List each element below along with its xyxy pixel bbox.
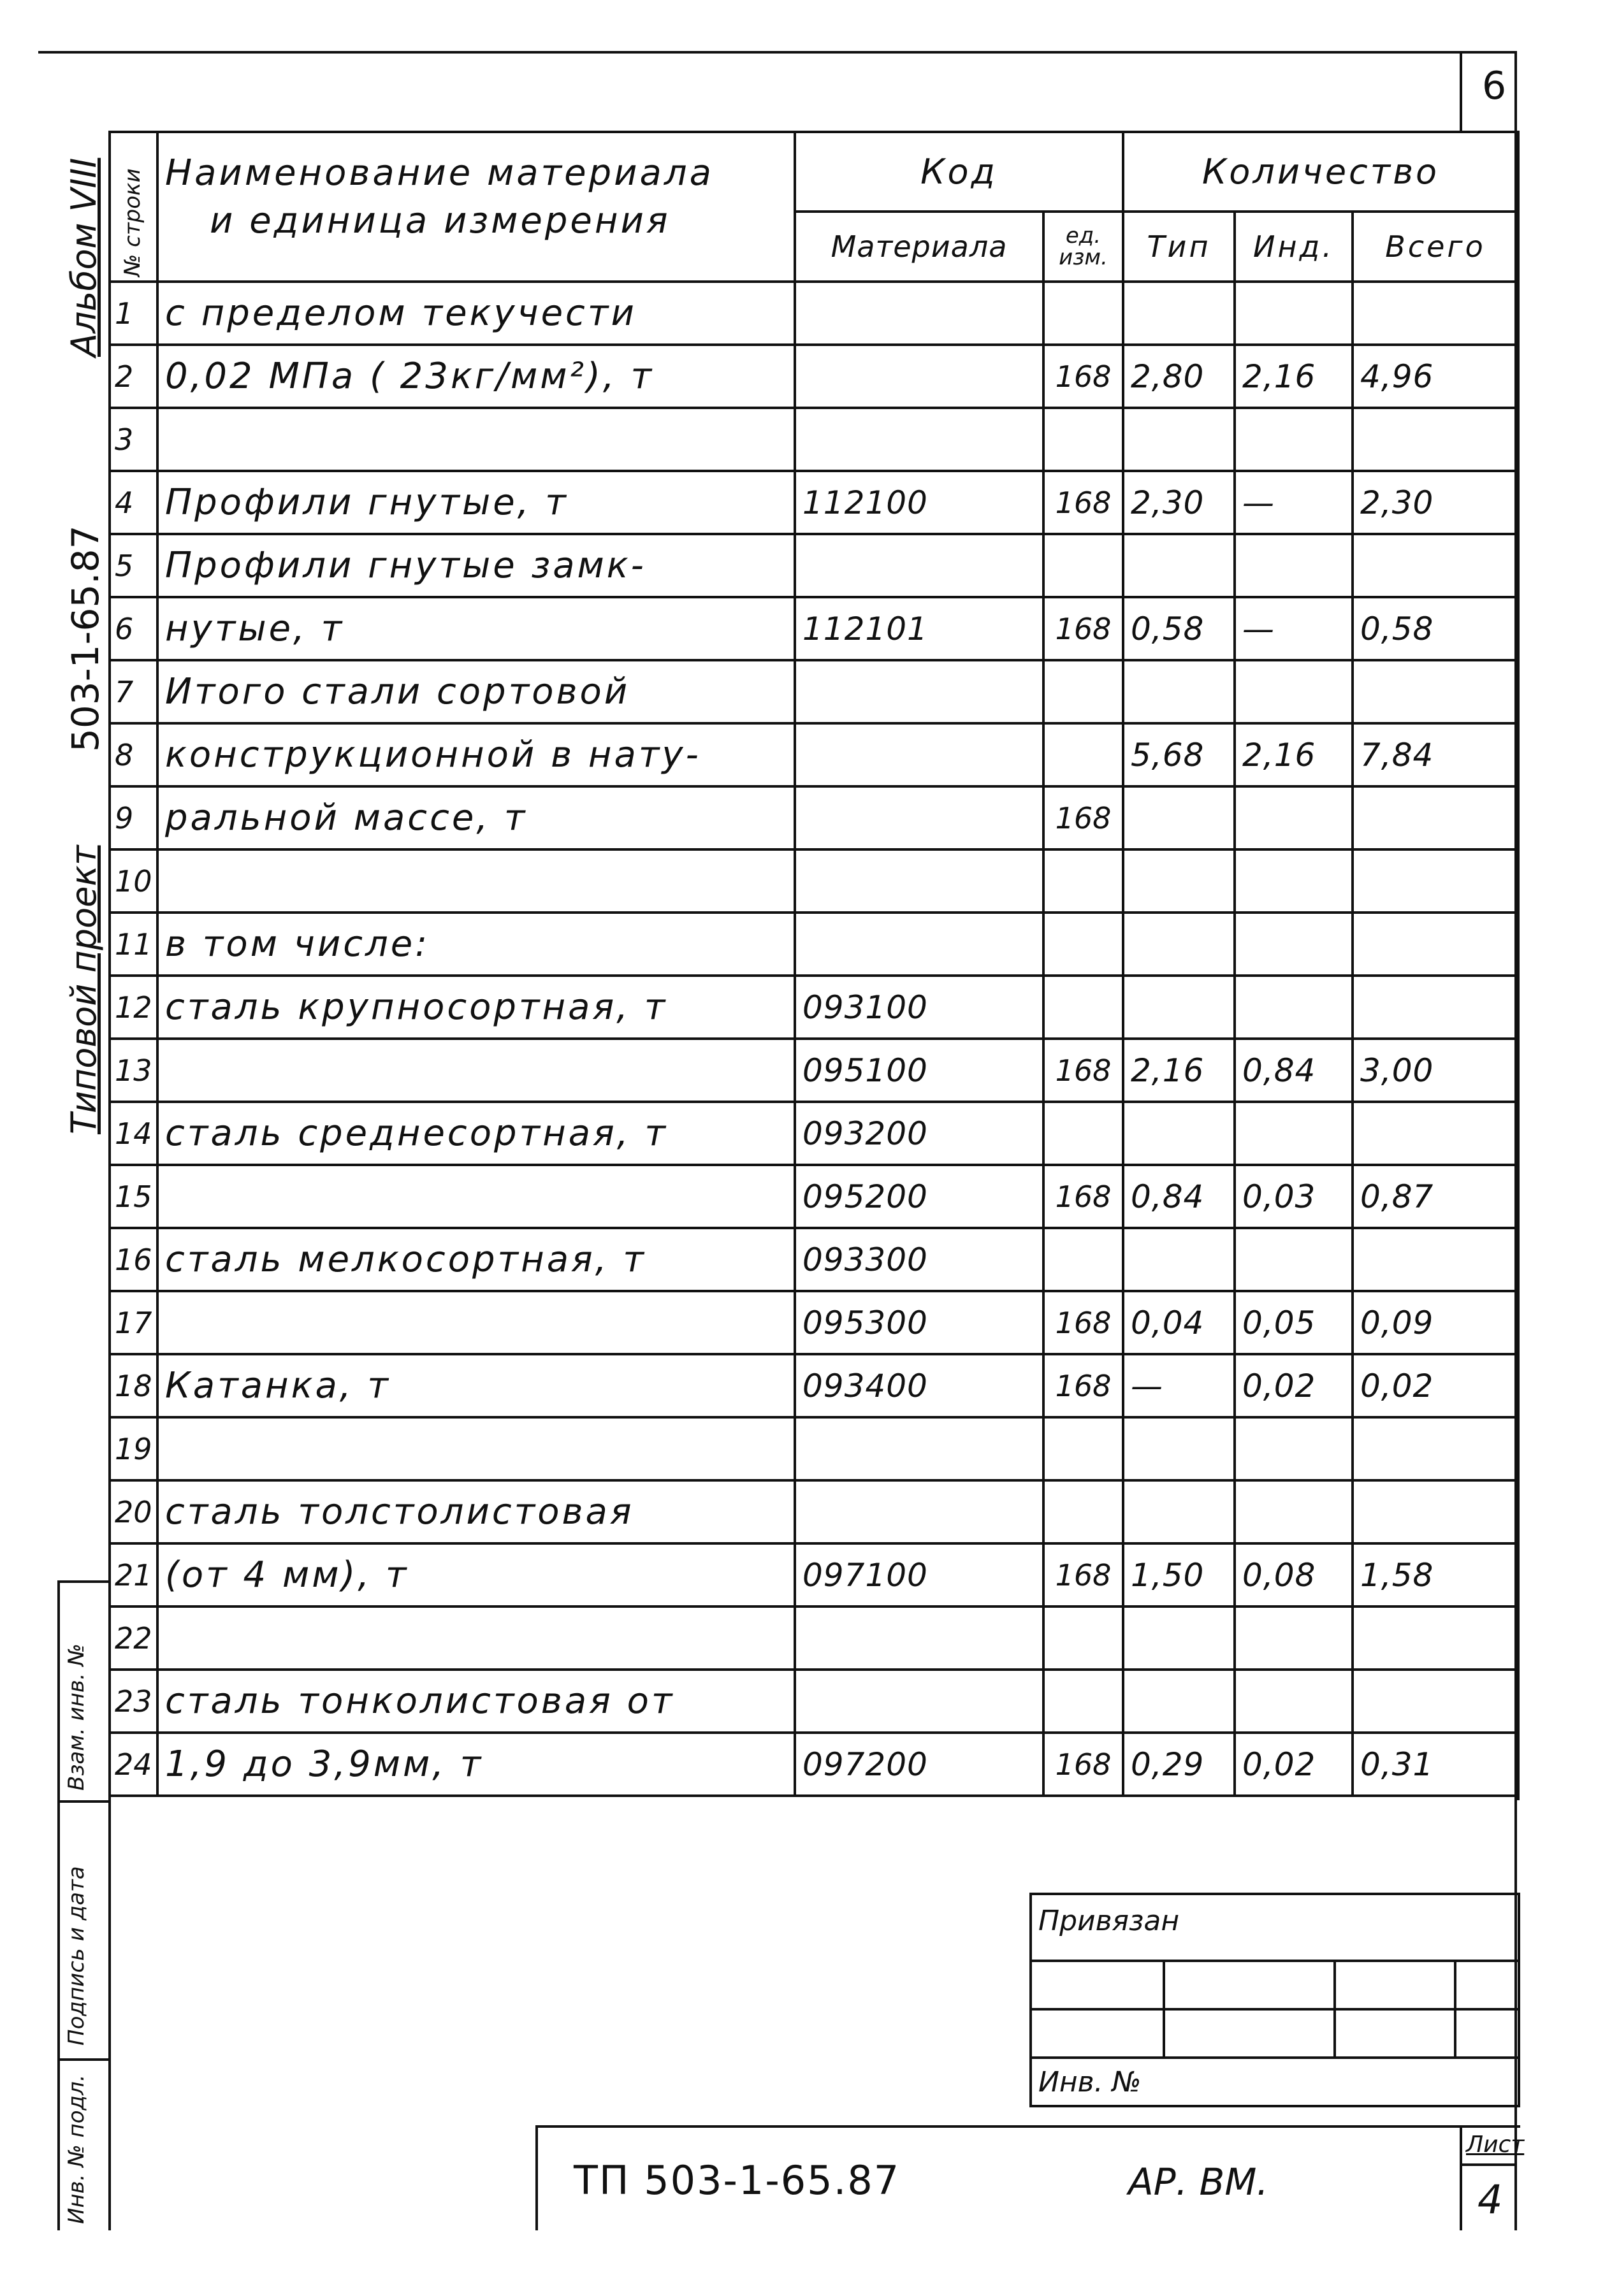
row-unit: 168 (1043, 1354, 1123, 1417)
table-row (110, 976, 1518, 1039)
row-unit (1043, 534, 1123, 597)
row-typ: 0,58 (1123, 597, 1235, 660)
row-unit: 168 (1043, 1165, 1123, 1228)
margin-inv-no-orig: Инв. № подл. (64, 2074, 89, 2224)
row-typ (1123, 1417, 1235, 1480)
row-typ (1123, 534, 1235, 597)
row-typ: 5,68 (1123, 723, 1235, 786)
row-ind: 0,02 (1235, 1733, 1353, 1796)
margin-block-outer (57, 1580, 60, 2230)
row-typ (1123, 1228, 1235, 1291)
row-typ (1123, 282, 1235, 345)
table-row (110, 660, 1518, 723)
album-label: Альбом VIII (64, 157, 104, 357)
row-total (1353, 976, 1518, 1039)
header-row-no (110, 132, 157, 282)
row-code (795, 660, 1043, 723)
row-unit: 168 (1043, 471, 1123, 534)
row-code (795, 849, 1043, 913)
row-unit: 168 (1043, 1039, 1123, 1102)
row-number: 15 (110, 1165, 157, 1228)
row-total: 3,00 (1353, 1039, 1518, 1102)
row-name (157, 1291, 795, 1354)
row-code (795, 1480, 1043, 1543)
row-number: 21 (110, 1543, 157, 1606)
row-unit: 168 (1043, 1733, 1123, 1796)
row-unit: 168 (1043, 786, 1123, 849)
row-ind (1235, 1606, 1353, 1670)
table-row (110, 1354, 1518, 1417)
row-name (157, 1039, 795, 1102)
margin-block-div1 (57, 1800, 111, 1803)
row-typ (1123, 786, 1235, 849)
row-ind (1235, 976, 1353, 1039)
row-typ: 1,50 (1123, 1543, 1235, 1606)
row-total: 0,02 (1353, 1354, 1518, 1417)
row-unit (1043, 408, 1123, 471)
row-code: 097100 (795, 1543, 1043, 1606)
sheet-box-mid (1460, 2163, 1517, 2166)
row-code: 095200 (795, 1165, 1043, 1228)
row-name: сталь тонколистовая от (157, 1670, 795, 1733)
row-unit: 168 (1043, 1543, 1123, 1606)
table-row (110, 408, 1518, 471)
row-unit: 168 (1043, 597, 1123, 660)
row-number: 1 (110, 282, 157, 345)
row-ind: 0,02 (1235, 1354, 1353, 1417)
row-ind (1235, 849, 1353, 913)
row-number: 9 (110, 786, 157, 849)
row-typ: 2,80 (1123, 345, 1235, 408)
row-total (1353, 660, 1518, 723)
row-name: нутые, т (157, 597, 795, 660)
doc-section: АР. ВМ. (1128, 2160, 1268, 2204)
table-row (110, 723, 1518, 786)
header-ind: Инд. (1235, 212, 1353, 282)
row-code: 093200 (795, 1102, 1043, 1165)
row-name (157, 849, 795, 913)
row-ind (1235, 660, 1353, 723)
row-ind: 2,16 (1235, 723, 1353, 786)
row-number: 17 (110, 1291, 157, 1354)
row-total (1353, 1480, 1518, 1543)
row-code (795, 1606, 1043, 1670)
row-unit: 168 (1043, 1291, 1123, 1354)
row-typ (1123, 1606, 1235, 1670)
row-total: 0,58 (1353, 597, 1518, 660)
margin-block-div2 (57, 2058, 111, 2061)
row-code (795, 408, 1043, 471)
page-number: 6 (1482, 64, 1507, 108)
row-number: 24 (110, 1733, 157, 1796)
row-unit (1043, 1102, 1123, 1165)
sheet-box-left (1460, 2125, 1462, 2230)
margin-sign-date: Подпись и дата (64, 1866, 89, 2046)
row-number: 2 (110, 345, 157, 408)
row-total (1353, 534, 1518, 597)
row-code (795, 282, 1043, 345)
row-total: 1,58 (1353, 1543, 1518, 1606)
page-number-box-left (1460, 51, 1462, 131)
doc-code: ТП 503-1-65.87 (574, 2157, 901, 2204)
header-quantity: Количество (1123, 132, 1518, 212)
row-number: 10 (110, 849, 157, 913)
row-total (1353, 1228, 1518, 1291)
table-row (110, 786, 1518, 849)
row-total: 7,84 (1353, 723, 1518, 786)
row-ind (1235, 913, 1353, 976)
table-row (110, 1733, 1518, 1796)
stamp-inv-no: Инв. № (1031, 2058, 1519, 2106)
header-unit: ед. изм. (1043, 212, 1123, 282)
row-code (795, 534, 1043, 597)
table-row (110, 1291, 1518, 1354)
row-typ (1123, 1480, 1235, 1543)
row-ind (1235, 408, 1353, 471)
header-material: Материала (795, 212, 1043, 282)
row-unit (1043, 1228, 1123, 1291)
row-typ (1123, 913, 1235, 976)
row-number: 18 (110, 1354, 157, 1417)
row-name (157, 1417, 795, 1480)
row-typ (1123, 660, 1235, 723)
row-typ (1123, 849, 1235, 913)
header-name (157, 132, 795, 282)
attached-stamp (1029, 1893, 1520, 2107)
table-row (110, 1102, 1518, 1165)
header-code: Код (795, 132, 1123, 212)
row-number: 14 (110, 1102, 157, 1165)
row-number: 6 (110, 597, 157, 660)
row-code (795, 786, 1043, 849)
row-number: 12 (110, 976, 157, 1039)
table-row (110, 1670, 1518, 1733)
row-total (1353, 1102, 1518, 1165)
row-ind: 0,05 (1235, 1291, 1353, 1354)
row-number: 16 (110, 1228, 157, 1291)
row-total (1353, 282, 1518, 345)
row-ind (1235, 534, 1353, 597)
row-name: сталь крупносортная, т (157, 976, 795, 1039)
row-typ: 0,84 (1123, 1165, 1235, 1228)
row-typ (1123, 408, 1235, 471)
row-number: 7 (110, 660, 157, 723)
margin-block-top (57, 1580, 111, 1583)
row-name: Катанка, т (157, 1354, 795, 1417)
table-row (110, 1165, 1518, 1228)
row-ind (1235, 282, 1353, 345)
top-border (38, 51, 1517, 54)
row-ind (1235, 1670, 1353, 1733)
row-typ: 2,16 (1123, 1039, 1235, 1102)
row-typ: 0,29 (1123, 1733, 1235, 1796)
row-code (795, 913, 1043, 976)
row-code: 095300 (795, 1291, 1043, 1354)
row-number: 4 (110, 471, 157, 534)
table-row (110, 1606, 1518, 1670)
row-unit: 168 (1043, 345, 1123, 408)
row-total: 0,31 (1353, 1733, 1518, 1796)
row-total (1353, 786, 1518, 849)
row-number: 11 (110, 913, 157, 976)
row-code (795, 723, 1043, 786)
table-row (110, 1543, 1518, 1606)
row-typ (1123, 1670, 1235, 1733)
margin-inv-no: Взам. инв. № (64, 1643, 89, 1791)
title-strip-top (535, 2125, 1520, 2128)
row-name (157, 1165, 795, 1228)
row-number: 19 (110, 1417, 157, 1480)
table-row (110, 849, 1518, 913)
row-total (1353, 849, 1518, 913)
row-typ (1123, 976, 1235, 1039)
header-name-line2: и единица измерения (210, 200, 671, 242)
sheet-label: Лист (1466, 2132, 1525, 2158)
row-name: сталь среднесортная, т (157, 1102, 795, 1165)
row-name: сталь толстолистовая (157, 1480, 795, 1543)
row-unit (1043, 1417, 1123, 1480)
sheet-number: 4 (1477, 2176, 1503, 2223)
row-typ: 0,04 (1123, 1291, 1235, 1354)
row-ind: 0,08 (1235, 1543, 1353, 1606)
row-ind (1235, 1102, 1353, 1165)
row-ind (1235, 1480, 1353, 1543)
row-total (1353, 1670, 1518, 1733)
row-ind (1235, 786, 1353, 849)
row-unit (1043, 1606, 1123, 1670)
row-ind (1235, 1417, 1353, 1480)
row-typ: — (1123, 1354, 1235, 1417)
row-ind: 0,84 (1235, 1039, 1353, 1102)
row-ind: — (1235, 471, 1353, 534)
header-row-no-text: № строки (120, 168, 145, 277)
row-typ: 2,30 (1123, 471, 1235, 534)
materials-table (108, 131, 1520, 1797)
table-row (110, 913, 1518, 976)
row-number: 13 (110, 1039, 157, 1102)
row-name: Профили гнутые, т (157, 471, 795, 534)
row-unit (1043, 1670, 1123, 1733)
row-name: ральной массе, т (157, 786, 795, 849)
row-code: 095100 (795, 1039, 1043, 1102)
row-unit (1043, 849, 1123, 913)
row-total (1353, 913, 1518, 976)
row-ind: — (1235, 597, 1353, 660)
project-label: Типовой проект (64, 845, 104, 1134)
row-ind: 0,03 (1235, 1165, 1353, 1228)
row-name: конструкционной в нату- (157, 723, 795, 786)
row-name: 0,02 МПа ( 23кг/мм²), т (157, 345, 795, 408)
row-total: 0,09 (1353, 1291, 1518, 1354)
row-typ (1123, 1102, 1235, 1165)
row-code: 112100 (795, 471, 1043, 534)
row-code (795, 345, 1043, 408)
header-name-line1: Наименование материала (165, 152, 714, 194)
row-name: 1,9 до 3,9мм, т (157, 1733, 795, 1796)
row-total: 0,87 (1353, 1165, 1518, 1228)
row-number: 8 (110, 723, 157, 786)
row-name (157, 1606, 795, 1670)
row-total (1353, 408, 1518, 471)
row-name: в том числе: (157, 913, 795, 976)
table-row (110, 1228, 1518, 1291)
row-name (157, 408, 795, 471)
row-name: (от 4 мм), т (157, 1543, 795, 1606)
row-unit (1043, 660, 1123, 723)
table-row (110, 345, 1518, 408)
table-row (110, 471, 1518, 534)
row-name: с пределом текучести (157, 282, 795, 345)
row-total (1353, 1417, 1518, 1480)
table-row (110, 1417, 1518, 1480)
header-typ: Тип (1123, 212, 1235, 282)
row-unit (1043, 976, 1123, 1039)
row-number: 3 (110, 408, 157, 471)
row-ind: 2,16 (1235, 345, 1353, 408)
row-code (795, 1417, 1043, 1480)
table-row (110, 597, 1518, 660)
header-total: Всего (1353, 212, 1518, 282)
table-row (110, 534, 1518, 597)
row-code: 093400 (795, 1354, 1043, 1417)
table-row (110, 1480, 1518, 1543)
row-unit (1043, 1480, 1123, 1543)
title-strip-left (535, 2125, 538, 2230)
row-name: сталь мелкосортная, т (157, 1228, 795, 1291)
row-unit (1043, 723, 1123, 786)
row-number: 20 (110, 1480, 157, 1543)
row-code: 112101 (795, 597, 1043, 660)
row-name: Итого стали сортовой (157, 660, 795, 723)
row-code: 093300 (795, 1228, 1043, 1291)
table-row (110, 282, 1518, 345)
project-code: 503-1-65.87 (64, 525, 107, 752)
row-unit (1043, 282, 1123, 345)
row-number: 5 (110, 534, 157, 597)
table-row (110, 1039, 1518, 1102)
row-code: 093100 (795, 976, 1043, 1039)
row-total (1353, 1606, 1518, 1670)
row-name: Профили гнутые замк- (157, 534, 795, 597)
row-ind (1235, 1228, 1353, 1291)
attached-label: Привязан (1031, 1894, 1519, 1961)
row-number: 22 (110, 1606, 157, 1670)
row-unit (1043, 913, 1123, 976)
row-total: 4,96 (1353, 345, 1518, 408)
row-code: 097200 (795, 1733, 1043, 1796)
row-number: 23 (110, 1670, 157, 1733)
row-code (795, 1670, 1043, 1733)
row-total: 2,30 (1353, 471, 1518, 534)
